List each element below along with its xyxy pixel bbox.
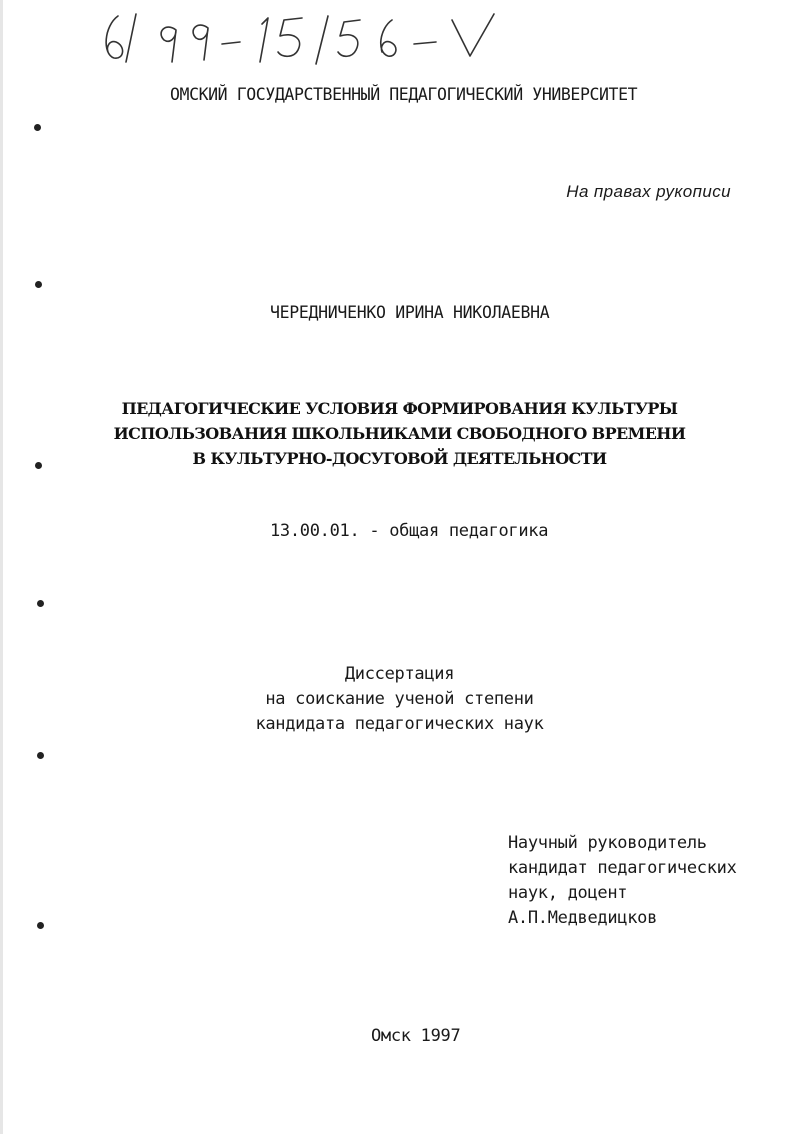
- degree-line: Диссертация: [344, 664, 455, 684]
- handwritten-archive-number: [96, 6, 506, 68]
- degree-statement: [0, 662, 799, 737]
- author-name: ЧЕРЕДНИЧЕНКО ИРИНА НИКОЛАЕВНА: [270, 303, 550, 322]
- binding-hole-mark: [37, 922, 44, 929]
- binding-hole-mark: [37, 752, 44, 759]
- university-name: ОМСКИЙ ГОСУДАРСТВЕННЫЙ ПЕДАГОГИЧЕСКИЙ УНИВЕРСИТЕТ: [170, 85, 638, 104]
- city-and-year: Омск 1997: [371, 1026, 461, 1046]
- binding-hole-mark: [34, 124, 41, 131]
- degree-line: кандидата педагогических наук: [255, 714, 544, 734]
- supervisor-line: наук, доцент: [508, 883, 628, 903]
- title-line: В КУЛЬТУРНО-ДОСУГОВОЙ ДЕЯТЕЛЬНОСТИ: [192, 449, 607, 468]
- specialty-code: 13.00.01. - общая педагогика: [270, 521, 549, 541]
- title-line: ПЕДАГОГИЧЕСКИЕ УСЛОВИЯ ФОРМИРОВАНИЯ КУЛЬТУРЫ: [121, 399, 678, 418]
- title-line: ИСПОЛЬЗОВАНИЯ ШКОЛЬНИКАМИ СВОБОДНОГО ВРЕМЕНИ: [113, 424, 686, 443]
- binding-hole-mark: [35, 281, 42, 288]
- dissertation-title: [0, 396, 799, 471]
- manuscript-rights-note: На правах рукописи: [566, 182, 731, 201]
- supervisor-line: кандидат педагогических: [508, 858, 737, 878]
- supervisor-line: Научный руководитель: [508, 833, 707, 853]
- supervisor-line: А.П.Медведицков: [508, 908, 658, 928]
- scan-edge: [0, 0, 3, 1134]
- degree-line: на соискание ученой степени: [265, 689, 534, 709]
- scientific-supervisor: [508, 831, 737, 931]
- binding-hole-mark: [37, 600, 44, 607]
